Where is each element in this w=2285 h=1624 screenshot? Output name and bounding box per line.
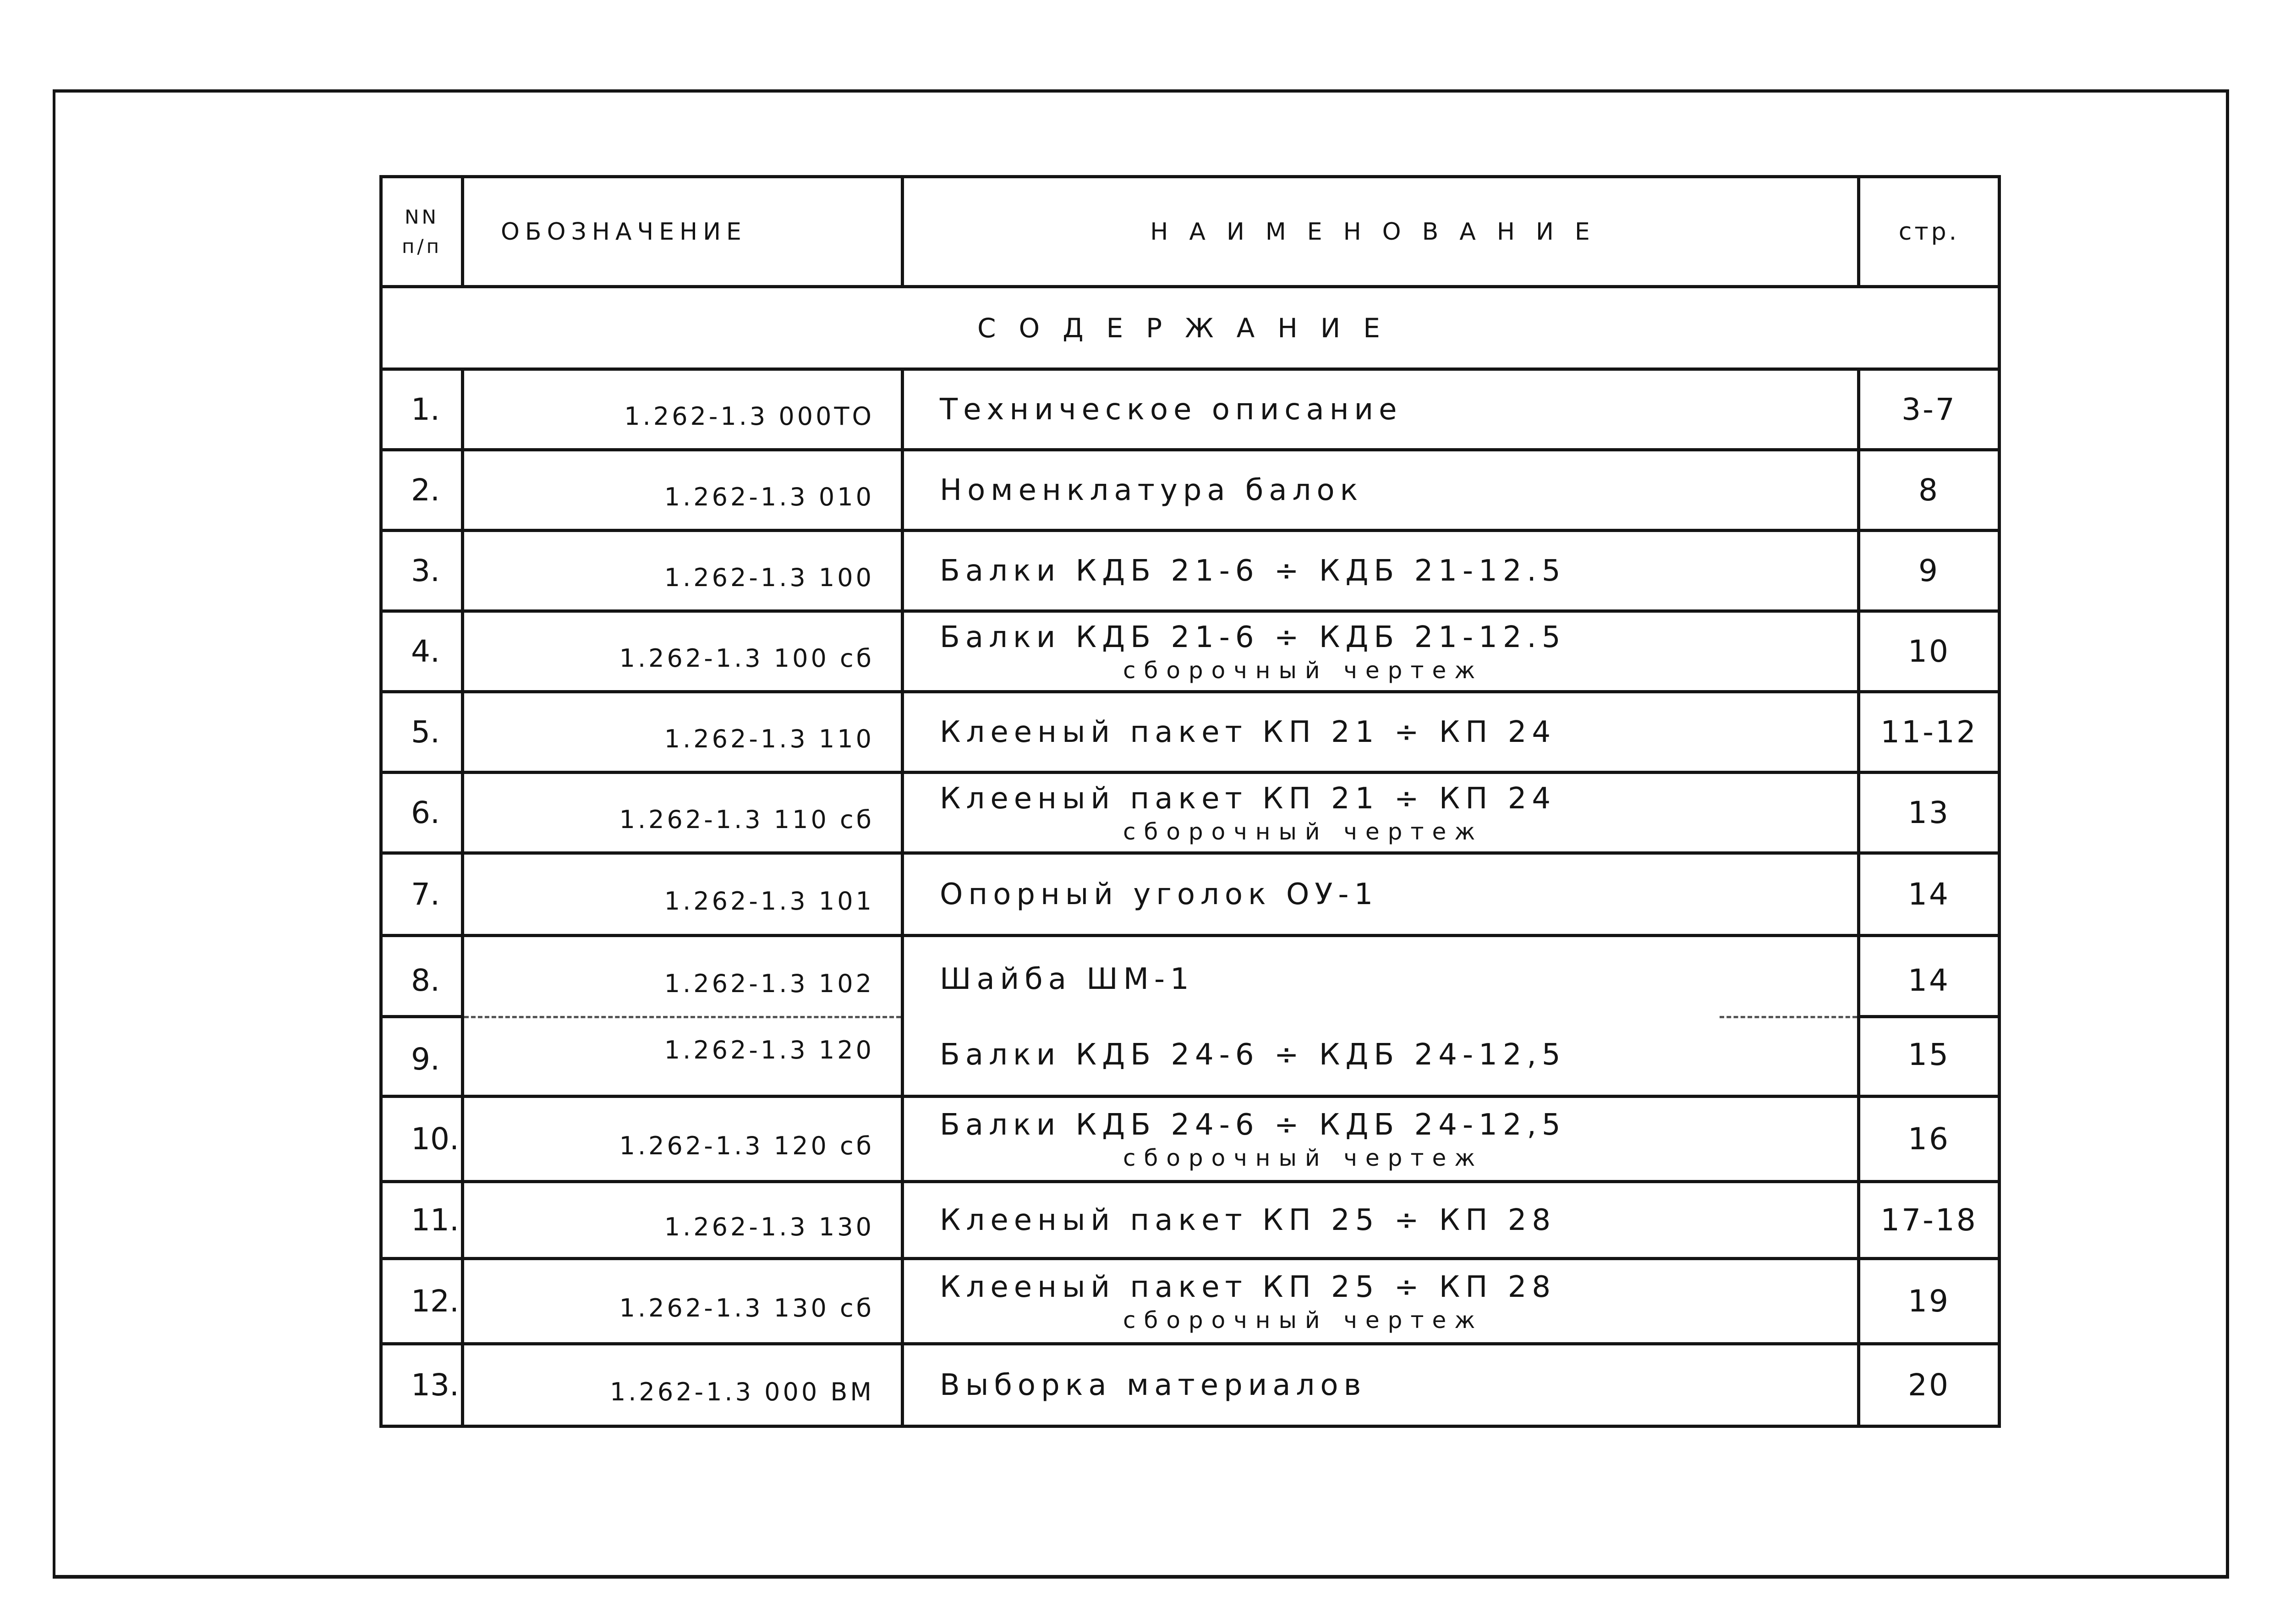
row-number: 8. (383, 937, 461, 1018)
row-name-main: Балки КДБ 24-6 ÷ КДБ 24-12,5 (940, 1108, 1566, 1142)
row-name-main: Клееный пакет КП 25 ÷ КП 28 (940, 1203, 1556, 1237)
row-number: 6. (381, 773, 463, 853)
row-name-main: Опорный уголок ОУ-1 (940, 877, 1379, 911)
row-name (903, 1259, 1859, 1344)
row-page: 14 (1860, 937, 1998, 1018)
row-code: 1.262-1.3 130 сб (463, 1259, 903, 1344)
row-name-sub: сборочный чертеж (1123, 1306, 1484, 1333)
row-page: 8 (1859, 450, 2000, 531)
row-page: 11-12 (1859, 692, 2000, 773)
row-name-sub: сборочный чертеж (1123, 1144, 1484, 1171)
row-number: 9. (411, 1042, 440, 1077)
row-number: 12. (381, 1259, 463, 1344)
table-row (381, 773, 2000, 853)
row-number: 10. (381, 1097, 463, 1182)
row-number: 7. (381, 853, 463, 936)
row-name (903, 773, 1859, 853)
row-name-main: Техническое описание (940, 392, 1403, 427)
row-code: 1.262-1.3 110 сб (463, 773, 903, 853)
row-code: 1.262-1.3 130 (463, 1182, 903, 1259)
row-number: 11. (381, 1182, 463, 1259)
row-code: 1.262-1.3 120 (664, 1036, 874, 1064)
dashed-separator (1720, 1016, 1857, 1018)
row-name: Балки КДБ 24-6 ÷ КДБ 24-12,5 (940, 1038, 1566, 1072)
row-name-main: Балки КДБ 21-6 ÷ КДБ 21-12.5 (940, 620, 1566, 654)
contents-table (379, 175, 2001, 1428)
row-page: 14 (1859, 853, 2000, 936)
row-name (903, 1097, 1859, 1182)
row-page: 19 (1859, 1259, 2000, 1344)
row-page: 13 (1859, 773, 2000, 853)
header-row (381, 177, 2000, 287)
row-number: 1. (381, 369, 463, 450)
row-code: 1.262-1.3 102 (664, 969, 874, 998)
section-row (381, 287, 2000, 369)
header-designation: ОБОЗНАЧЕНИЕ (463, 177, 903, 287)
table-row-merged (381, 936, 2000, 1097)
table-row (381, 1182, 2000, 1259)
row-name (903, 1344, 1859, 1426)
row-page: 16 (1859, 1097, 2000, 1182)
row-page: 20 (1859, 1344, 2000, 1426)
table-row (381, 369, 2000, 450)
dashed-separator (464, 1016, 901, 1018)
table-row (381, 450, 2000, 531)
table-row (381, 692, 2000, 773)
row-code: 1.262-1.3 000 ВМ (463, 1344, 903, 1426)
header-number-label: NN п/п (401, 205, 442, 258)
row-name: Шайба ШМ-1 (940, 962, 1195, 996)
table-row (381, 531, 2000, 611)
row-name-main: Клееный пакет КП 21 ÷ КП 24 (940, 715, 1556, 749)
row-name-main: Клееный пакет КП 21 ÷ КП 24 (940, 781, 1556, 816)
row-code-pair (463, 936, 903, 1097)
header-page: стр. (1859, 177, 2000, 287)
row-name (903, 853, 1859, 936)
header-number (381, 177, 463, 287)
table-row (381, 853, 2000, 936)
row-name (903, 692, 1859, 773)
row-number: 5. (381, 692, 463, 773)
row-code: 1.262-1.3 110 (463, 692, 903, 773)
row-page: 15 (1908, 1037, 1950, 1072)
row-number: 13. (381, 1344, 463, 1426)
row-name (903, 1182, 1859, 1259)
row-page: 9 (1859, 531, 2000, 611)
row-code: 1.262-1.3 100 сб (463, 611, 903, 692)
table-row (381, 1097, 2000, 1182)
row-page: 17-18 (1859, 1182, 2000, 1259)
row-name-main: Клееный пакет КП 25 ÷ КП 28 (940, 1270, 1556, 1304)
row-page: 3-7 (1859, 369, 2000, 450)
row-name-sub: сборочный чертеж (1123, 818, 1484, 845)
row-code: 1.262-1.3 101 (463, 853, 903, 936)
table-row (381, 611, 2000, 692)
row-name (903, 531, 1859, 611)
row-number: 3. (381, 531, 463, 611)
row-number: 2. (381, 450, 463, 531)
row-name-main: Выборка материалов (940, 1368, 1367, 1402)
row-name (903, 611, 1859, 692)
row-name-pair (903, 936, 1859, 1097)
table-row (381, 1259, 2000, 1344)
row-page-pair (1859, 936, 2000, 1097)
row-number-pair (381, 936, 463, 1097)
section-title: СОДЕРЖАНИЕ (381, 287, 2000, 369)
row-code: 1.262-1.3 010 (463, 450, 903, 531)
row-name-sub: сборочный чертеж (1123, 657, 1484, 684)
row-name-main: Номенклатура балок (940, 473, 1364, 507)
row-name (903, 369, 1859, 450)
row-name (903, 450, 1859, 531)
table-row (381, 1344, 2000, 1426)
header-name: НАИМЕНОВАНИЕ (903, 177, 1859, 287)
row-page: 10 (1859, 611, 2000, 692)
row-code: 1.262-1.3 100 (463, 531, 903, 611)
row-number: 4. (381, 611, 463, 692)
row-name-main: Балки КДБ 21-6 ÷ КДБ 21-12.5 (940, 554, 1566, 588)
row-code: 1.262-1.3 000ТО (463, 369, 903, 450)
row-code: 1.262-1.3 120 сб (463, 1097, 903, 1182)
